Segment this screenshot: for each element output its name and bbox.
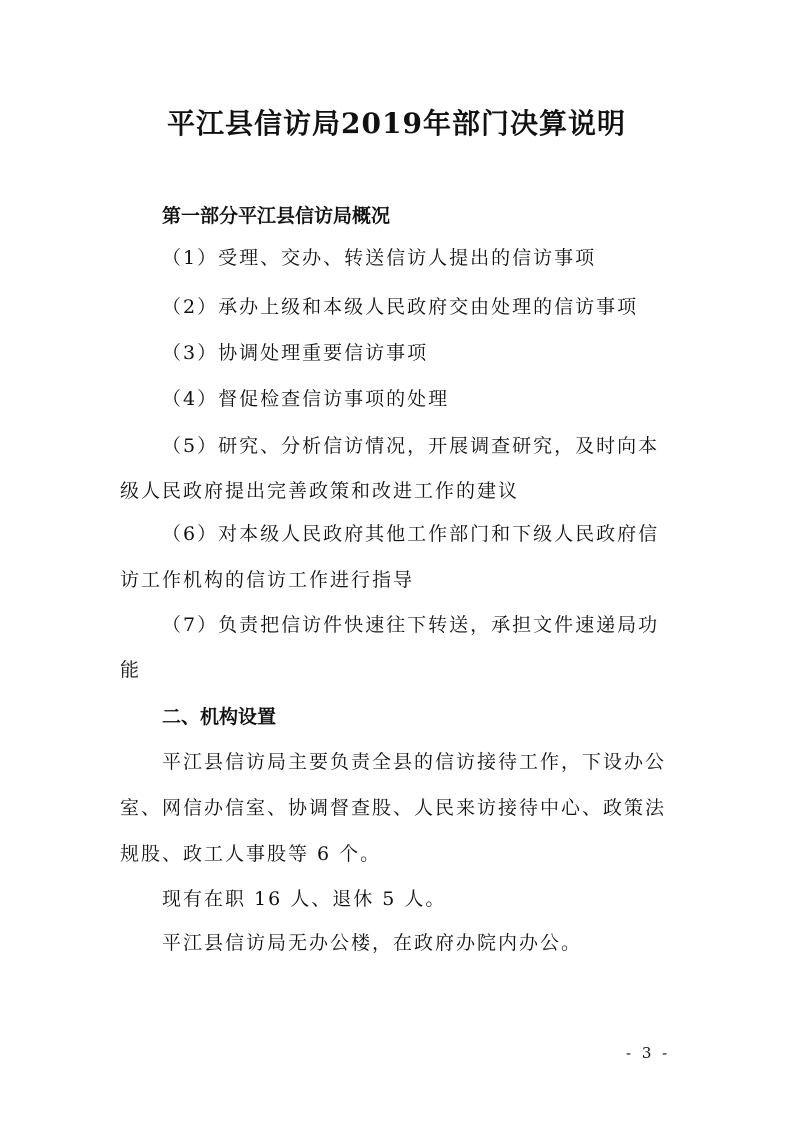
- part1-item-7-line-1: （7）负责把信访件快速往下转送，承担文件速递局功: [162, 614, 660, 636]
- document-title: 平江县信访局2019年部门决算说明: [167, 107, 626, 140]
- part1-item-5-line-1: （5）研究、分析信访情况，开展调查研究，及时向本: [162, 435, 660, 457]
- part1-item-4: （4）督促检查信访事项的处理: [162, 388, 450, 410]
- part1-item-6-line-1: （6）对本级人民政府其他工作部门和下级人民政府信: [162, 523, 660, 545]
- part2-paragraph-1-line-2: 室、网信办信室、协调督查股、人民来访接待中心、政策法: [120, 797, 667, 819]
- part2-paragraph-1-line-1: 平江县信访局主要负责全县的信访接待工作，下设办公: [162, 751, 667, 773]
- part2-paragraph-1-line-3: 规股、政工人事股等 6 个。: [120, 843, 382, 865]
- part2-paragraph-2: 现有在职 16 人、退休 5 人。: [162, 888, 447, 910]
- part1-item-2: （2）承办上级和本级人民政府交由处理的信访事项: [162, 296, 639, 318]
- part1-item-7-line-2: 能: [120, 659, 142, 681]
- part1-item-5-line-2: 级人民政府提出完善政策和改进工作的建议: [120, 480, 520, 502]
- page-number: - 3 -: [626, 1044, 671, 1062]
- part2-paragraph-3: 平江县信访局无办公楼，在政府办院内办公。: [162, 932, 583, 954]
- part1-item-6-line-2: 访工作机构的信访工作进行指导: [120, 569, 415, 591]
- part1-item-1: （1）受理、交办、转送信访人提出的信访事项: [162, 247, 597, 269]
- part1-item-3: （3）协调处理重要信访事项: [162, 342, 429, 364]
- part1-heading: 第一部分平江县信访局概况: [162, 205, 391, 227]
- part2-heading: 二、机构设置: [162, 706, 277, 728]
